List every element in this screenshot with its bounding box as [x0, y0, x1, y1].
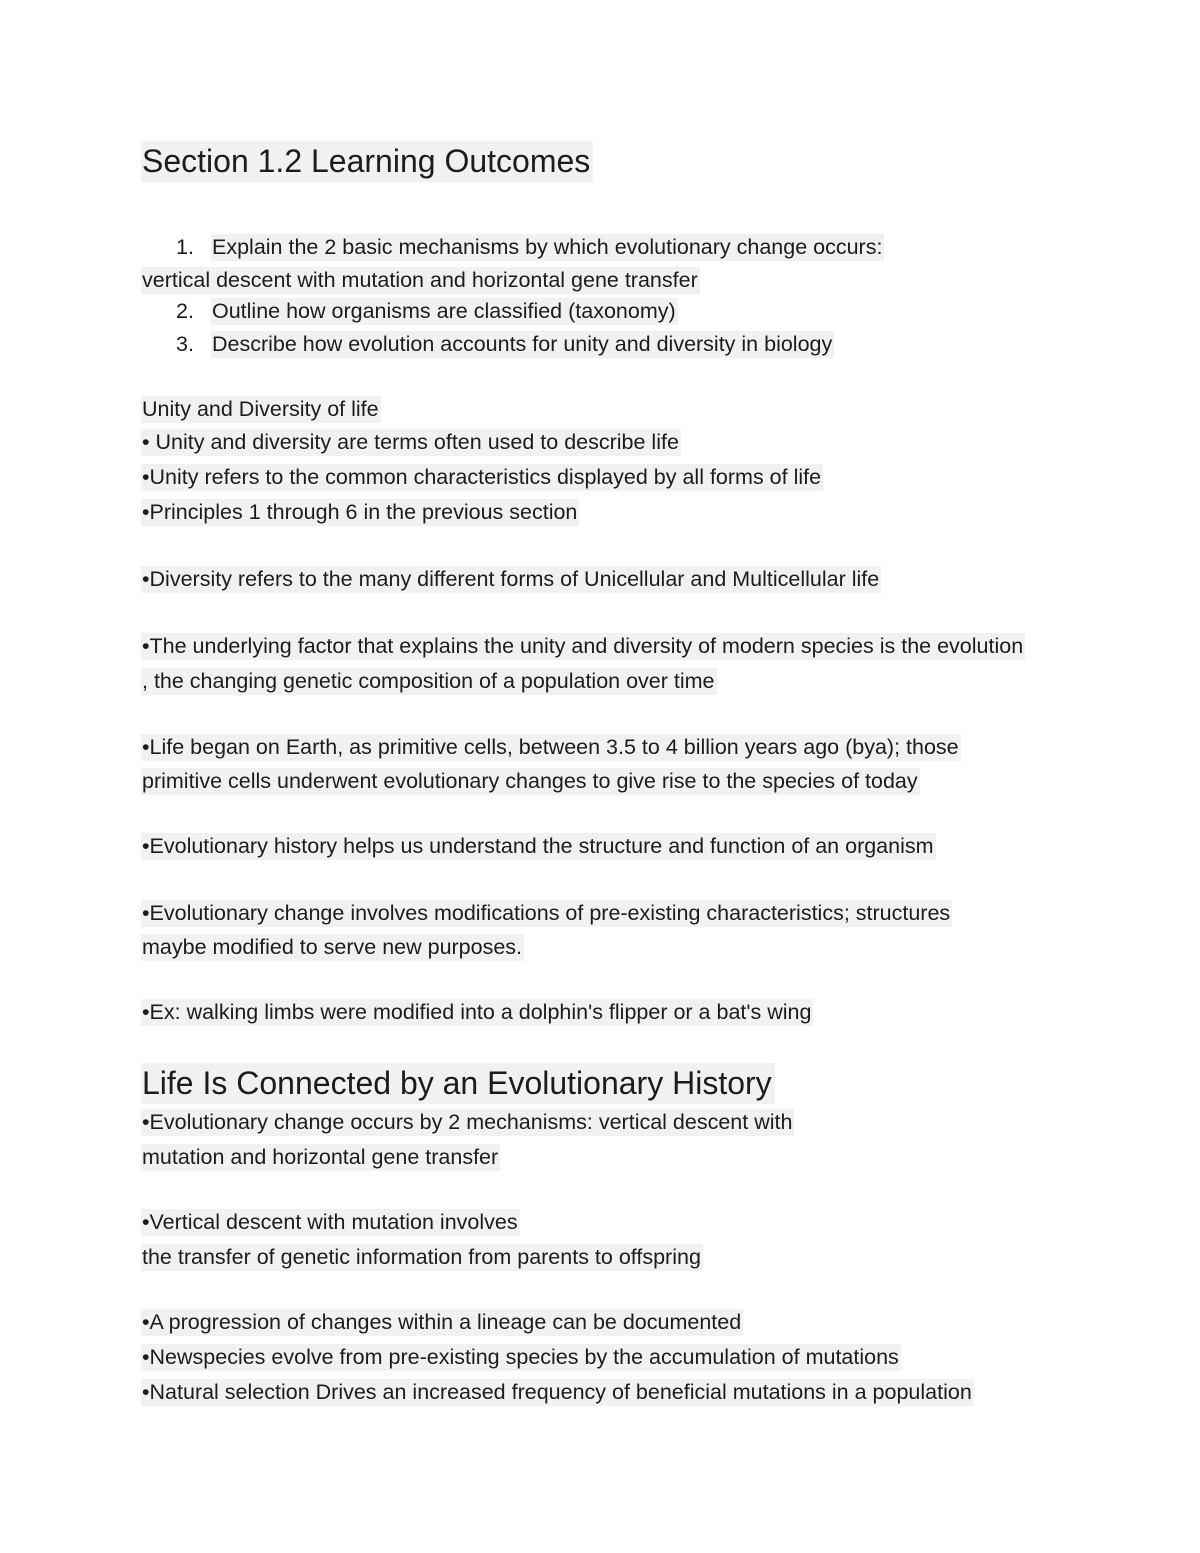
bullet-line: •Vertical descent with mutation involves	[142, 1210, 518, 1234]
bullet-line: •Principles 1 through 6 in the previous section	[142, 500, 578, 524]
bullet-continuation: primitive cells underwent evolutionary changes to give rise to the species of today	[142, 769, 918, 793]
bullet-line: •Evolutionary change involves modifications of pre-existing characteristics; structures	[142, 901, 951, 925]
outcome-text: Outline how organisms are classified (taxonomy)	[212, 299, 676, 323]
outcome-continuation: vertical descent with mutation and horizontal gene transfer	[142, 268, 698, 292]
bullet-line: •Diversity refers to the many different forms of Unicellular and Multicellular life	[142, 567, 880, 591]
bullet-line: •Evolutionary history helps us understand the structure and function of an organism	[142, 834, 934, 858]
bullet-line: •Evolutionary change occurs by 2 mechanisms: vertical descent with	[142, 1110, 793, 1134]
bullet-continuation: the transfer of genetic information from parents to offspring	[142, 1245, 701, 1269]
outcome-item	[176, 232, 884, 262]
bullet-line: •The underlying factor that explains the unity and diversity of modern species is the evolution	[142, 634, 1024, 658]
bullet-continuation: mutation and horizontal gene transfer	[142, 1145, 499, 1169]
bullet-line: •Newspecies evolve from pre-existing species by the accumulation of mutations	[142, 1345, 899, 1369]
section-title: Section 1.2 Learning Outcomes	[141, 141, 593, 181]
section2-title: Life Is Connected by an Evolutionary History	[141, 1063, 775, 1103]
outcome-number: 3.	[176, 332, 194, 356]
bullet-line: •Unity refers to the common characteristics displayed by all forms of life	[142, 465, 822, 489]
bullet-line: • Unity and diversity are terms often used to describe life	[142, 430, 679, 454]
bullet-continuation: maybe modified to serve new purposes.	[142, 935, 523, 959]
bullet-line: •Ex: walking limbs were modified into a dolphin's flipper or a bat's wing	[142, 1000, 812, 1024]
outcome-number: 2.	[176, 299, 194, 323]
bullet-line: •Life began on Earth, as primitive cells, between 3.5 to 4 billion years ago (bya); those	[142, 735, 959, 759]
outcome-item	[176, 296, 678, 326]
outcome-number: 1.	[176, 235, 194, 259]
unity-heading: Unity and Diversity of life	[142, 397, 379, 421]
bullet-line: •Natural selection Drives an increased frequency of beneficial mutations in a population	[142, 1380, 972, 1404]
outcome-text: Describe how evolution accounts for unity and diversity in biology	[212, 332, 833, 356]
outcome-item	[176, 329, 834, 359]
bullet-continuation: , the changing genetic composition of a population over time	[142, 669, 715, 693]
outcome-text: Explain the 2 basic mechanisms by which evolutionary change occurs:	[212, 235, 883, 259]
bullet-line: •A progression of changes within a lineage can be documented	[142, 1310, 742, 1334]
